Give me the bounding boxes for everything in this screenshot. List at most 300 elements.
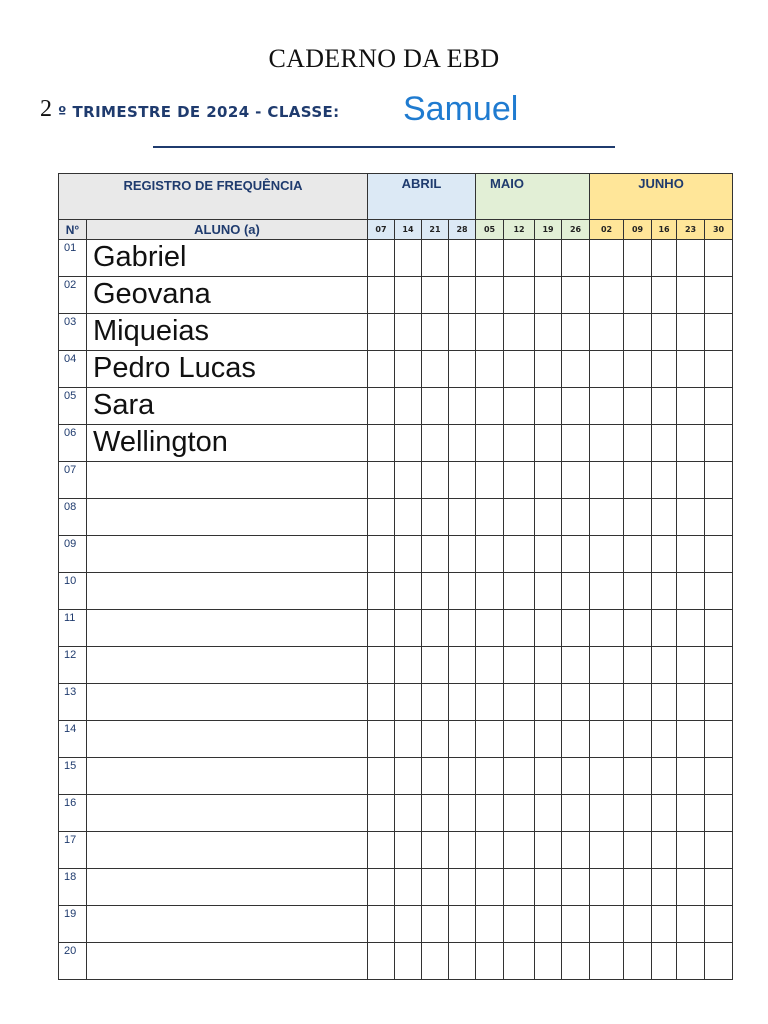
attendance-cell[interactable] <box>449 499 476 536</box>
attendance-cell[interactable] <box>652 869 677 906</box>
attendance-cell[interactable] <box>562 277 590 314</box>
attendance-cell[interactable] <box>562 721 590 758</box>
attendance-cell[interactable] <box>562 795 590 832</box>
attendance-cell[interactable] <box>535 647 562 684</box>
attendance-cell[interactable] <box>476 610 504 647</box>
attendance-cell[interactable] <box>705 943 733 980</box>
attendance-cell[interactable] <box>705 610 733 647</box>
attendance-cell[interactable] <box>705 684 733 721</box>
attendance-cell[interactable] <box>504 314 535 351</box>
attendance-cell[interactable] <box>652 610 677 647</box>
attendance-cell[interactable] <box>535 462 562 499</box>
attendance-cell[interactable] <box>449 573 476 610</box>
attendance-cell[interactable] <box>562 610 590 647</box>
attendance-cell[interactable] <box>705 758 733 795</box>
attendance-cell[interactable] <box>562 425 590 462</box>
attendance-cell[interactable] <box>562 240 590 277</box>
attendance-cell[interactable] <box>562 462 590 499</box>
row-number: 11 <box>59 610 87 647</box>
attendance-cell[interactable] <box>652 573 677 610</box>
attendance-cell[interactable] <box>368 462 395 499</box>
student-name-cell[interactable] <box>87 536 368 573</box>
attendance-cell[interactable] <box>624 795 652 832</box>
attendance-cell[interactable] <box>449 906 476 943</box>
attendance-cell[interactable] <box>504 240 535 277</box>
student-name-cell[interactable]: Wellington <box>87 425 368 462</box>
attendance-cell[interactable] <box>562 906 590 943</box>
attendance-cell[interactable] <box>476 758 504 795</box>
attendance-cell[interactable] <box>368 388 395 425</box>
student-name-cell[interactable] <box>87 721 368 758</box>
attendance-cell[interactable] <box>449 943 476 980</box>
attendance-cell[interactable] <box>535 314 562 351</box>
attendance-cell[interactable] <box>677 684 705 721</box>
student-name-cell[interactable] <box>87 462 368 499</box>
row-number: 02 <box>59 277 87 314</box>
attendance-cell[interactable] <box>395 906 422 943</box>
class-underline <box>153 146 615 148</box>
attendance-cell[interactable] <box>422 499 449 536</box>
attendance-cell[interactable] <box>677 721 705 758</box>
student-name-cell[interactable] <box>87 906 368 943</box>
attendance-cell[interactable] <box>705 277 733 314</box>
attendance-cell[interactable] <box>590 240 624 277</box>
attendance-cell[interactable] <box>368 832 395 869</box>
attendance-cell[interactable] <box>624 943 652 980</box>
attendance-cell[interactable] <box>590 425 624 462</box>
student-name-cell[interactable]: Pedro Lucas <box>87 351 368 388</box>
student-name-cell[interactable] <box>87 573 368 610</box>
attendance-cell[interactable] <box>652 277 677 314</box>
attendance-cell[interactable] <box>395 610 422 647</box>
attendance-cell[interactable] <box>422 388 449 425</box>
student-name-cell[interactable] <box>87 758 368 795</box>
attendance-cell[interactable] <box>652 721 677 758</box>
attendance-cell[interactable] <box>422 277 449 314</box>
attendance-cell[interactable] <box>422 906 449 943</box>
attendance-cell[interactable] <box>395 240 422 277</box>
attendance-cell[interactable] <box>535 536 562 573</box>
attendance-cell[interactable] <box>422 832 449 869</box>
attendance-cell[interactable] <box>652 462 677 499</box>
attendance-cell[interactable] <box>395 536 422 573</box>
attendance-cell[interactable] <box>590 721 624 758</box>
attendance-cell[interactable] <box>476 943 504 980</box>
attendance-cell[interactable] <box>535 425 562 462</box>
attendance-cell[interactable] <box>504 610 535 647</box>
attendance-cell[interactable] <box>395 832 422 869</box>
attendance-cell[interactable] <box>504 758 535 795</box>
attendance-cell[interactable] <box>677 795 705 832</box>
attendance-cell[interactable] <box>476 277 504 314</box>
attendance-cell[interactable] <box>624 314 652 351</box>
attendance-cell[interactable] <box>705 314 733 351</box>
attendance-cell[interactable] <box>677 610 705 647</box>
attendance-cell[interactable] <box>562 314 590 351</box>
attendance-cell[interactable] <box>590 351 624 388</box>
attendance-cell[interactable] <box>705 499 733 536</box>
attendance-cell[interactable] <box>535 499 562 536</box>
attendance-cell[interactable] <box>449 425 476 462</box>
attendance-cell[interactable] <box>368 721 395 758</box>
attendance-cell[interactable] <box>624 240 652 277</box>
attendance-cell[interactable] <box>652 425 677 462</box>
attendance-cell[interactable] <box>449 832 476 869</box>
attendance-cell[interactable] <box>705 832 733 869</box>
attendance-cell[interactable] <box>449 610 476 647</box>
attendance-cell[interactable] <box>590 610 624 647</box>
attendance-cell[interactable] <box>677 499 705 536</box>
table-row <box>59 943 733 980</box>
student-name-cell[interactable]: Sara <box>87 388 368 425</box>
attendance-cell[interactable] <box>476 536 504 573</box>
attendance-cell[interactable] <box>476 462 504 499</box>
attendance-cell[interactable] <box>624 573 652 610</box>
table-row <box>59 240 733 277</box>
attendance-cell[interactable] <box>535 832 562 869</box>
attendance-cell[interactable] <box>504 684 535 721</box>
attendance-cell[interactable] <box>705 425 733 462</box>
attendance-cell[interactable] <box>504 943 535 980</box>
attendance-cell[interactable] <box>504 832 535 869</box>
attendance-cell[interactable] <box>590 388 624 425</box>
attendance-cell[interactable] <box>422 425 449 462</box>
attendance-cell[interactable] <box>624 388 652 425</box>
attendance-cell[interactable] <box>449 647 476 684</box>
attendance-cell[interactable] <box>476 647 504 684</box>
attendance-cell[interactable] <box>504 721 535 758</box>
attendance-cell[interactable] <box>705 462 733 499</box>
month-header-junho: JUNHO <box>590 174 733 220</box>
attendance-cell[interactable] <box>562 351 590 388</box>
attendance-cell[interactable] <box>476 795 504 832</box>
attendance-cell[interactable] <box>504 647 535 684</box>
attendance-cell[interactable] <box>590 869 624 906</box>
attendance-cell[interactable] <box>624 425 652 462</box>
attendance-cell[interactable] <box>624 499 652 536</box>
attendance-cell[interactable] <box>677 277 705 314</box>
attendance-cell[interactable] <box>368 906 395 943</box>
attendance-cell[interactable] <box>535 351 562 388</box>
attendance-cell[interactable] <box>368 758 395 795</box>
attendance-cell[interactable] <box>677 314 705 351</box>
attendance-cell[interactable] <box>677 647 705 684</box>
attendance-cell[interactable] <box>677 869 705 906</box>
attendance-cell[interactable] <box>422 684 449 721</box>
attendance-cell[interactable] <box>422 943 449 980</box>
attendance-cell[interactable] <box>395 499 422 536</box>
attendance-cell[interactable] <box>395 425 422 462</box>
attendance-cell[interactable] <box>504 536 535 573</box>
attendance-cell[interactable] <box>677 536 705 573</box>
attendance-cell[interactable] <box>476 721 504 758</box>
attendance-cell[interactable] <box>504 869 535 906</box>
attendance-cell[interactable] <box>677 832 705 869</box>
attendance-cell[interactable] <box>677 758 705 795</box>
attendance-cell[interactable] <box>652 795 677 832</box>
attendance-cell[interactable] <box>652 499 677 536</box>
attendance-cell[interactable] <box>449 277 476 314</box>
registro-header: REGISTRO DE FREQUÊNCIA <box>59 174 368 220</box>
attendance-cell[interactable] <box>535 277 562 314</box>
attendance-cell[interactable] <box>422 795 449 832</box>
attendance-cell[interactable] <box>535 684 562 721</box>
attendance-cell[interactable] <box>652 351 677 388</box>
student-name-cell[interactable] <box>87 610 368 647</box>
attendance-cell[interactable] <box>652 240 677 277</box>
row-number: 18 <box>59 869 87 906</box>
student-name-cell[interactable] <box>87 943 368 980</box>
attendance-cell[interactable] <box>368 795 395 832</box>
row-number: 14 <box>59 721 87 758</box>
attendance-cell[interactable] <box>590 499 624 536</box>
attendance-cell[interactable] <box>368 425 395 462</box>
attendance-cell[interactable] <box>624 536 652 573</box>
attendance-cell[interactable] <box>705 240 733 277</box>
attendance-cell[interactable] <box>422 610 449 647</box>
attendance-cell[interactable] <box>705 647 733 684</box>
attendance-cell[interactable] <box>395 758 422 795</box>
attendance-cell[interactable] <box>395 388 422 425</box>
attendance-cell[interactable] <box>368 351 395 388</box>
attendance-cell[interactable] <box>449 240 476 277</box>
student-name-cell[interactable] <box>87 832 368 869</box>
attendance-cell[interactable] <box>504 425 535 462</box>
attendance-cell[interactable] <box>562 536 590 573</box>
attendance-cell[interactable] <box>422 758 449 795</box>
attendance-cell[interactable] <box>395 277 422 314</box>
student-name-cell[interactable]: Miqueias <box>87 314 368 351</box>
attendance-cell[interactable] <box>590 314 624 351</box>
attendance-cell[interactable] <box>624 684 652 721</box>
attendance-cell[interactable] <box>590 795 624 832</box>
attendance-cell[interactable] <box>705 388 733 425</box>
attendance-cell[interactable] <box>590 647 624 684</box>
attendance-cell[interactable] <box>562 388 590 425</box>
attendance-cell[interactable] <box>368 869 395 906</box>
student-name-cell[interactable] <box>87 684 368 721</box>
attendance-cell[interactable] <box>368 314 395 351</box>
attendance-cell[interactable] <box>368 647 395 684</box>
student-name-cell[interactable] <box>87 647 368 684</box>
attendance-cell[interactable] <box>449 869 476 906</box>
attendance-cell[interactable] <box>395 351 422 388</box>
attendance-cell[interactable] <box>476 499 504 536</box>
attendance-cell[interactable] <box>624 647 652 684</box>
attendance-cell[interactable] <box>535 943 562 980</box>
attendance-cell[interactable] <box>504 277 535 314</box>
student-name-cell[interactable]: Geovana <box>87 277 368 314</box>
student-name-cell[interactable] <box>87 795 368 832</box>
attendance-cell[interactable] <box>395 721 422 758</box>
attendance-cell[interactable] <box>590 758 624 795</box>
attendance-cell[interactable] <box>395 314 422 351</box>
attendance-cell[interactable] <box>504 795 535 832</box>
attendance-cell[interactable] <box>422 351 449 388</box>
attendance-cell[interactable] <box>476 869 504 906</box>
attendance-cell[interactable] <box>368 610 395 647</box>
attendance-cell[interactable] <box>504 499 535 536</box>
attendance-cell[interactable] <box>395 462 422 499</box>
class-name[interactable]: Samuel <box>403 90 519 128</box>
attendance-cell[interactable] <box>422 462 449 499</box>
attendance-cell[interactable] <box>368 684 395 721</box>
attendance-cell[interactable] <box>590 573 624 610</box>
attendance-cell[interactable] <box>449 795 476 832</box>
attendance-cell[interactable] <box>590 832 624 869</box>
attendance-cell[interactable] <box>504 573 535 610</box>
attendance-cell[interactable] <box>422 240 449 277</box>
attendance-cell[interactable] <box>677 462 705 499</box>
attendance-cell[interactable] <box>535 610 562 647</box>
attendance-cell[interactable] <box>422 314 449 351</box>
table-row <box>59 499 733 536</box>
table-row <box>59 795 733 832</box>
row-number: 10 <box>59 573 87 610</box>
attendance-cell[interactable] <box>395 795 422 832</box>
date-cell: 28 <box>449 220 476 240</box>
attendance-cell[interactable] <box>504 906 535 943</box>
attendance-cell[interactable] <box>677 573 705 610</box>
attendance-cell[interactable] <box>476 314 504 351</box>
attendance-cell[interactable] <box>677 351 705 388</box>
attendance-cell[interactable] <box>422 869 449 906</box>
attendance-cell[interactable] <box>590 906 624 943</box>
attendance-cell[interactable] <box>422 721 449 758</box>
attendance-cell[interactable] <box>535 573 562 610</box>
attendance-cell[interactable] <box>677 240 705 277</box>
attendance-cell[interactable] <box>590 462 624 499</box>
attendance-cell[interactable] <box>705 351 733 388</box>
attendance-cell[interactable] <box>422 536 449 573</box>
attendance-cell[interactable] <box>705 869 733 906</box>
attendance-cell[interactable] <box>535 758 562 795</box>
attendance-cell[interactable] <box>624 351 652 388</box>
attendance-cell[interactable] <box>476 832 504 869</box>
attendance-cell[interactable] <box>368 240 395 277</box>
attendance-cell[interactable] <box>705 536 733 573</box>
attendance-cell[interactable] <box>535 795 562 832</box>
attendance-cell[interactable] <box>476 906 504 943</box>
attendance-cell[interactable] <box>624 832 652 869</box>
attendance-cell[interactable] <box>624 906 652 943</box>
attendance-cell[interactable] <box>652 906 677 943</box>
attendance-cell[interactable] <box>624 277 652 314</box>
attendance-cell[interactable] <box>624 462 652 499</box>
attendance-cell[interactable] <box>535 869 562 906</box>
attendance-cell[interactable] <box>652 684 677 721</box>
attendance-cell[interactable] <box>422 647 449 684</box>
attendance-cell[interactable] <box>562 573 590 610</box>
attendance-cell[interactable] <box>395 684 422 721</box>
attendance-cell[interactable] <box>395 647 422 684</box>
attendance-cell[interactable] <box>677 943 705 980</box>
attendance-cell[interactable] <box>476 425 504 462</box>
attendance-cell[interactable] <box>395 943 422 980</box>
attendance-cell[interactable] <box>449 536 476 573</box>
attendance-cell[interactable] <box>562 832 590 869</box>
attendance-cell[interactable] <box>449 721 476 758</box>
attendance-cell[interactable] <box>652 943 677 980</box>
attendance-cell[interactable] <box>562 869 590 906</box>
attendance-cell[interactable] <box>449 684 476 721</box>
attendance-cell[interactable] <box>449 351 476 388</box>
attendance-cell[interactable] <box>652 758 677 795</box>
month-header-maio: MAIO <box>476 174 590 220</box>
attendance-cell[interactable] <box>449 758 476 795</box>
attendance-cell[interactable] <box>449 314 476 351</box>
attendance-cell[interactable] <box>368 536 395 573</box>
attendance-cell[interactable] <box>368 277 395 314</box>
attendance-cell[interactable] <box>590 943 624 980</box>
attendance-cell[interactable] <box>476 240 504 277</box>
table-row <box>59 425 733 462</box>
attendance-cell[interactable] <box>562 499 590 536</box>
attendance-cell[interactable] <box>504 351 535 388</box>
attendance-cell[interactable] <box>449 388 476 425</box>
attendance-cell[interactable] <box>677 388 705 425</box>
attendance-cell[interactable] <box>504 462 535 499</box>
attendance-cell[interactable] <box>624 869 652 906</box>
attendance-cell[interactable] <box>368 573 395 610</box>
attendance-cell[interactable] <box>535 388 562 425</box>
attendance-cell[interactable] <box>590 277 624 314</box>
attendance-cell[interactable] <box>476 684 504 721</box>
date-cell: 16 <box>652 220 677 240</box>
attendance-cell[interactable] <box>562 684 590 721</box>
attendance-cell[interactable] <box>652 314 677 351</box>
attendance-cell[interactable] <box>562 943 590 980</box>
student-name-cell[interactable] <box>87 869 368 906</box>
attendance-cell[interactable] <box>562 647 590 684</box>
attendance-cell[interactable] <box>422 573 449 610</box>
attendance-cell[interactable] <box>449 462 476 499</box>
attendance-cell[interactable] <box>705 906 733 943</box>
attendance-cell[interactable] <box>562 758 590 795</box>
attendance-cell[interactable] <box>652 536 677 573</box>
attendance-cell[interactable] <box>368 943 395 980</box>
student-name-cell[interactable] <box>87 499 368 536</box>
attendance-cell[interactable] <box>624 721 652 758</box>
attendance-cell[interactable] <box>677 425 705 462</box>
header-row-dates <box>59 220 733 240</box>
attendance-cell[interactable] <box>476 573 504 610</box>
attendance-cell[interactable] <box>705 795 733 832</box>
attendance-cell[interactable] <box>590 684 624 721</box>
table-row <box>59 832 733 869</box>
attendance-cell[interactable] <box>705 573 733 610</box>
attendance-cell[interactable] <box>624 758 652 795</box>
attendance-cell[interactable] <box>535 240 562 277</box>
attendance-cell[interactable] <box>476 351 504 388</box>
attendance-cell[interactable] <box>624 610 652 647</box>
attendance-cell[interactable] <box>504 388 535 425</box>
attendance-cell[interactable] <box>535 721 562 758</box>
attendance-cell[interactable] <box>590 536 624 573</box>
attendance-cell[interactable] <box>705 721 733 758</box>
attendance-cell[interactable] <box>652 388 677 425</box>
attendance-cell[interactable] <box>476 388 504 425</box>
student-name-cell[interactable]: Gabriel <box>87 240 368 277</box>
attendance-cell[interactable] <box>652 832 677 869</box>
attendance-cell[interactable] <box>652 647 677 684</box>
attendance-cell[interactable] <box>395 573 422 610</box>
attendance-cell[interactable] <box>677 906 705 943</box>
attendance-cell[interactable] <box>535 906 562 943</box>
student-rows <box>59 240 733 980</box>
attendance-cell[interactable] <box>368 499 395 536</box>
attendance-cell[interactable] <box>395 869 422 906</box>
